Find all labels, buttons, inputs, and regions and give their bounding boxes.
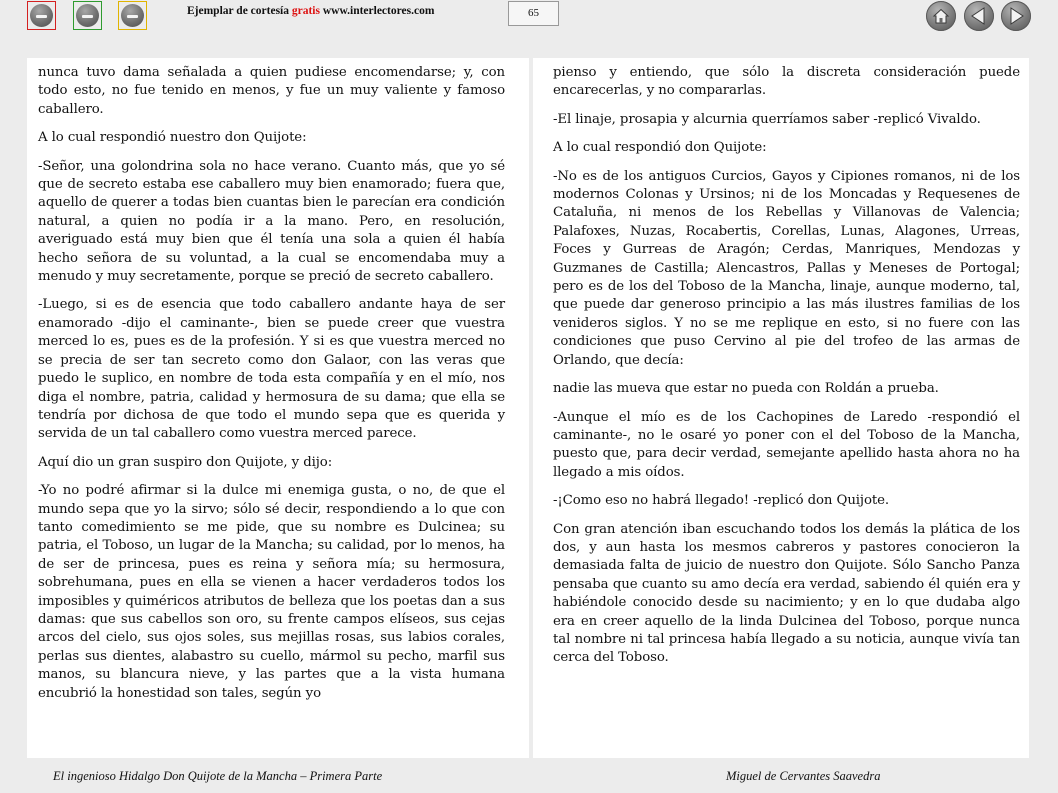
column-divider	[529, 28, 533, 760]
header-site-link[interactable]: www.interlectores.com	[322, 5, 435, 17]
minus-circle-icon	[76, 4, 99, 27]
paragraph: pienso y entiendo, que sólo la discreta consideración puede encarecerlas, y no compararlas.	[553, 65, 1020, 99]
home-icon	[926, 1, 956, 31]
footer-book-title: El ingenioso Hidalgo Don Quijote de la Mancha – Primera Parte	[53, 769, 383, 783]
header-courtesy-line	[187, 5, 434, 17]
paragraph: -No es de los antiguos Curcios, Gayos y Cipiones romanos, ni de los modernos Colonas y Ursinos; ni de los Moncadas y Requesenes de Cataluña, ni menos de los Rebellas y Villanovas de Valencia; Palafoxes, Nuzas, Rocabertis, Corellas, Lunas, Alagones, Urreas, Foces y Gurreas de Aragón; Cerdas, Manriques, Mendozas y Guzmanes de Castilla; Alencastros, Pallas y Meneses de Portogal; pero es de los del Toboso de la Mancha, linaje, aunque moderno, tal, que puede dar generoso principio a las más ilustres familias de los venideros siglos. Y no se me replique en esto, si no fuere con las condiciones que puso Cervino al pie del trofeo de las armas de Orlando, que decía:	[553, 168, 1020, 368]
paragraph: A lo cual respondió nuestro don Quijote:	[38, 130, 307, 146]
next-page-button[interactable]	[1001, 1, 1031, 31]
minus-circle-icon	[30, 4, 53, 27]
right-text-column	[553, 64, 1020, 678]
paragraph: nadie las mueva que estar no pueda con Roldán a prueba.	[553, 381, 939, 397]
paragraph: -Aunque el mío es de los Cachopines de Laredo -respondió el caminante-, no le osaré yo poner con el del Toboso de la Mancha, puesto que, para decir verdad, semejante apellido hasta ahora no ha llegado a mis oídos.	[553, 409, 1020, 480]
paragraph: Aquí dio un gran suspiro don Quijote, y dijo:	[38, 454, 333, 470]
close-button[interactable]	[27, 1, 56, 30]
paragraph: -¡Como eso no habrá llegado! -replicó don Quijote.	[553, 493, 889, 509]
header-gratis: gratis	[291, 5, 320, 17]
maximize-button[interactable]	[118, 1, 147, 30]
paragraph: Con gran atención iban escuchando todos los demás la plática de los dos, y aun hasta los mesmos cabreros y pastores conocieron la demasiada falta de juicio de nuestro don Quijote. Sólo Sancho Panza pensaba que cuanto su amo decía era verdad, sabiendo él quién era y habiéndole conocido desde su nacimiento; y en lo que dudaba algo era en creer aquello de la linda Dulcinea del Toboso, porque nunca tal nombre ni tal princesa había llegado a su noticia, aunque vivía tan cerca del Toboso.	[553, 521, 1020, 666]
minimize-button[interactable]	[73, 1, 102, 30]
paragraph: -El linaje, prosapia y alcurnia querríamos saber -replicó Vivaldo.	[553, 111, 981, 127]
arrow-right-icon	[1001, 1, 1031, 31]
paragraph: A lo cual respondió don Quijote:	[553, 140, 767, 156]
paragraph: nunca tuvo dama señalada a quien pudiese encomendarse; y, con todo esto, no fue tenido en menos, y fue un muy valiente y famoso caballero.	[38, 65, 505, 117]
paragraph: -Señor, una golondrina sola no hace verano. Cuanto más, que yo sé que de secreto estaba ese caballero muy bien enamorado; fuera que, aquello de querer a todas bien cuantas bien le parecían era condición natural, a quien no podía ir a la mano. Pero, en resolución, averiguado está muy bien que él tenía una sola a quien él había hecho señora de su voluntad, a la cual se encomendaba muy a menudo y muy secretamente, porque se preció de secreto caballero.	[38, 158, 505, 285]
previous-page-button[interactable]	[964, 1, 994, 31]
minus-circle-icon	[121, 4, 144, 27]
paragraph: -Luego, si es de esencia que todo caballero andante haya de ser enamorado -dijo el caminante-, bien se puede creer que vuestra merced lo es, pues es de la profesión. Y si es que vuestra merced no se precia de ser tan secreto como don Galaor, con las veras que puedo le suplico, en nombre de toda esta compañía y en el mío, nos diga el nombre, patria, calidad y hermosura de su dama; que ella se tendría por dichosa de que todo el mundo sepa que es querida y servida de un tal caballero como vuestra merced parece.	[38, 297, 505, 442]
page-number: 65	[508, 1, 559, 26]
footer-author: Miguel de Cervantes Saavedra	[726, 769, 881, 783]
arrow-left-icon	[964, 1, 994, 31]
header-prefix: Ejemplar de cortesía	[187, 5, 289, 17]
paragraph: -Yo no podré afirmar si la dulce mi enemiga gusta, o no, de que el mundo sepa que yo la sirvo; sólo sé decir, respondiendo a lo que con tanto comedimiento se me pide, que su nombre es Dulcinea; su patria, el Toboso, un lugar de la Mancha; su calidad, por lo menos, ha de ser de princesa, pues es reina y señora mía; su hermosura, sobrehumana, pues en ella se vienen a hacer verdaderos todos los imposibles y quiméricos atributos de belleza que los poetas dan a sus damas: que sus cabellos son oro, su frente campos elíseos, sus cejas arcos del cielo, sus ojos soles, sus mejillas rosas, sus labios corales, perlas sus dientes, alabastro su cuello, mármol su pecho, marfil sus manos, su blancura nieve, y las partes que a la vista humana encubrió la honestidad son tales, según yo	[38, 483, 505, 701]
left-text-column	[38, 64, 505, 713]
home-button[interactable]	[926, 1, 956, 31]
